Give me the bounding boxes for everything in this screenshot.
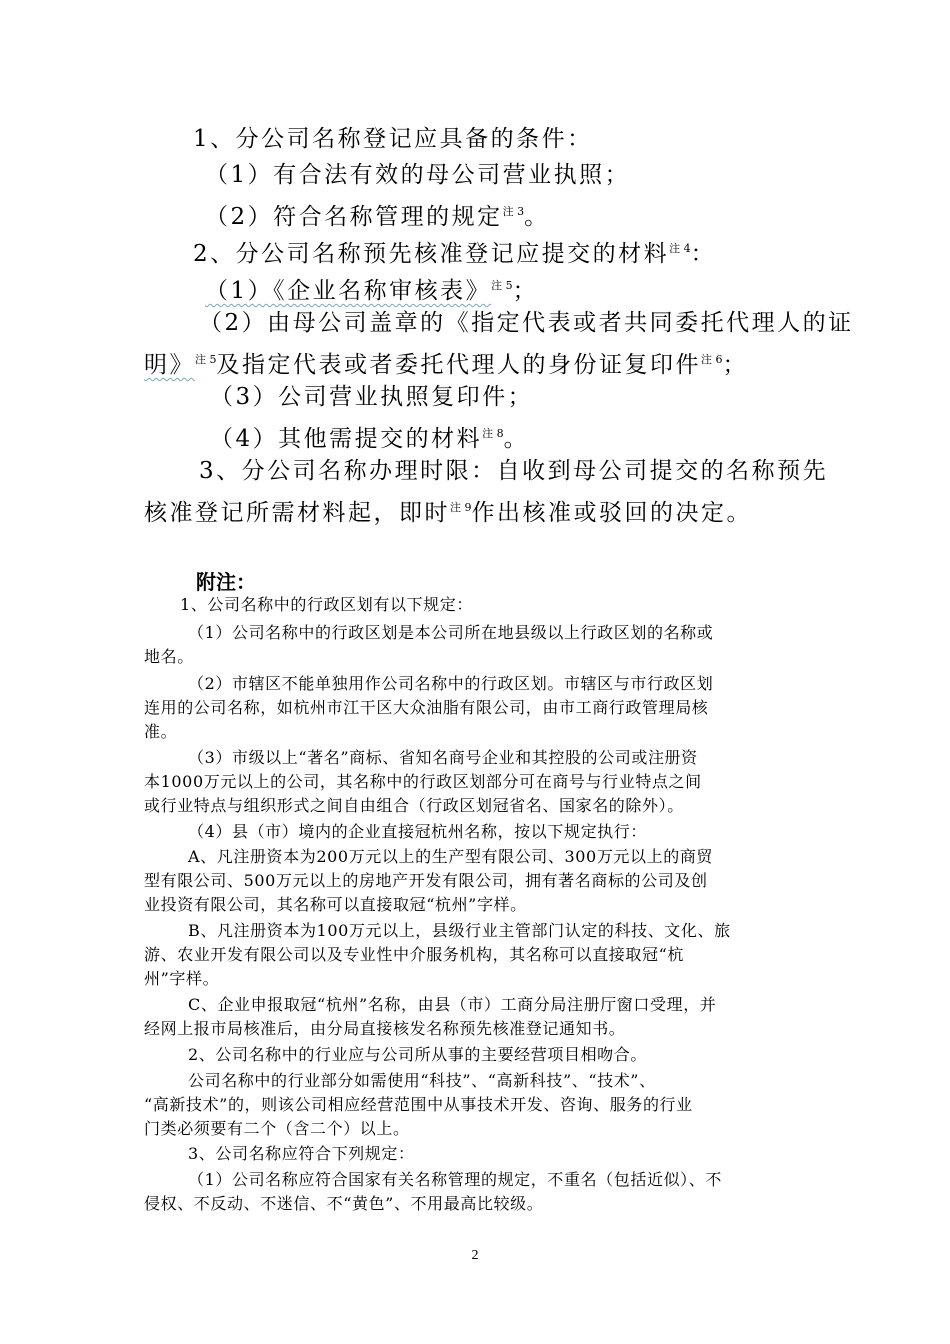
footnote-ref: 注 8 [482,427,504,440]
note-line: A、凡注册资本为200万元以上的生产型有限公司、300万元以上的商贸 [188,847,714,866]
note-line: 2、公司名称中的行业应与公司所从事的主要经营项目相吻合。 [188,1045,647,1064]
note-line: 地名。 [144,647,194,666]
footnote-ref: 注 6 [701,353,723,366]
note-line: 准。 [144,722,178,741]
note-line: 公司名称中的行业部分如需使用“科技”、“高新科技”、“技术”、 [188,1071,656,1090]
main-line: 1、分公司名称登记应具备的条件： [193,126,593,152]
main-line: （2）符合名称管理的规定$^{注 3}$。 [205,204,550,230]
note-line: 3、公司名称应符合下列规定： [188,1144,415,1163]
note-line: B、凡注册资本为100万元以上，县级行业主管部门认定的科技、文化、旅 [188,921,731,940]
footnote-ref: 注 5 [195,353,217,366]
main-line: 核准登记所需材料起，即时$^{注 9}$作出核准或驳回的决定。 [144,500,752,526]
main-line: （3）公司营业执照复印件； [210,384,534,410]
note-line: 门类必须要有二个（含二个）以上。 [144,1119,410,1138]
note-line: 本1000万元以上的公司，其名称中的行政区划部分可在商号与行业特点之间 [144,772,702,791]
note-line: 或行业特点与组织形式之间自由组合（行政区划冠省名、国家名的除外）。 [144,796,684,815]
main-line: 2、分公司名称预先核准登记应提交的材料$^{注 4}$： [193,241,717,267]
footnote-ref: 注 3 [502,205,525,218]
notes-title: 附注： [196,570,256,594]
note-line: 型有限公司、500万元以上的房地产开发有限公司，拥有著名商标的公司及创 [144,871,708,890]
note-line: 经网上报市局核准后，由分局直接核发名称预先核准登记通知书。 [144,1019,626,1038]
note-line: （4）县（市）境内的企业直接冠杭州名称，按以下规定执行： [188,822,647,841]
note-line: （1）公司名称应符合国家有关名称管理的规定，不重名（包括近似）、不 [188,1170,722,1189]
note-line: C、企业申报取冠“杭州”名称，由县（市）工商分局注册厅窗口受理，并 [188,995,717,1014]
note-line: 连用的公司名称，如杭州市江干区大众油脂有限公司，由市工商行政管理局核 [144,698,709,717]
main-line: （1）有合法有效的母公司营业执照； [205,162,631,188]
footnote-ref: 注 9 [450,501,472,514]
main-line: （4）其他需提交的材料$^{注 8}$。 [210,426,530,452]
note-line: 业投资有限公司，其名称可以直接取冠“杭州”字样。 [144,895,527,914]
note-line: 游、农业开发有限公司以及专业性中介服务机构，其名称可以直接取冠“杭 [144,945,684,964]
footnote-ref: 注 5 [491,279,513,292]
note-line: （2）市辖区不能单独用作公司名称中的行政区划。市辖区与市行政区划 [188,674,714,693]
note-line: “高新技术”的，则该公司相应经营范围中从事技术开发、咨询、服务的行业 [144,1095,693,1114]
page-number: 2 [471,1248,479,1263]
note-line: 1、公司名称中的行政区划有以下规定： [180,595,473,614]
main-line: （1）《企业名称审核表》$^{注 5}$； [205,278,539,304]
note-line: 州”字样。 [144,969,220,988]
note-line: （1）公司名称中的行政区划是本公司所在地县级以上行政区划的名称或 [188,623,714,642]
note-line: （3）市级以上“著名”商标、省知名商号企业和其控股的公司或注册资 [188,748,698,767]
main-line: 明》$^{注 5}$及指定代表或者委托代理人的身份证复印件$^{注 6}$； [144,352,748,378]
footnote-ref: 注 4 [669,242,691,255]
note-line: 侵权、不反动、不迷信、不“黄色”、不用最高比较级。 [144,1194,544,1213]
main-line: （2）由母公司盖章的《指定代表或者共同委托代理人的证 [199,310,854,336]
main-line: 3、分公司名称办理时限：自收到母公司提交的名称预先 [199,458,829,484]
